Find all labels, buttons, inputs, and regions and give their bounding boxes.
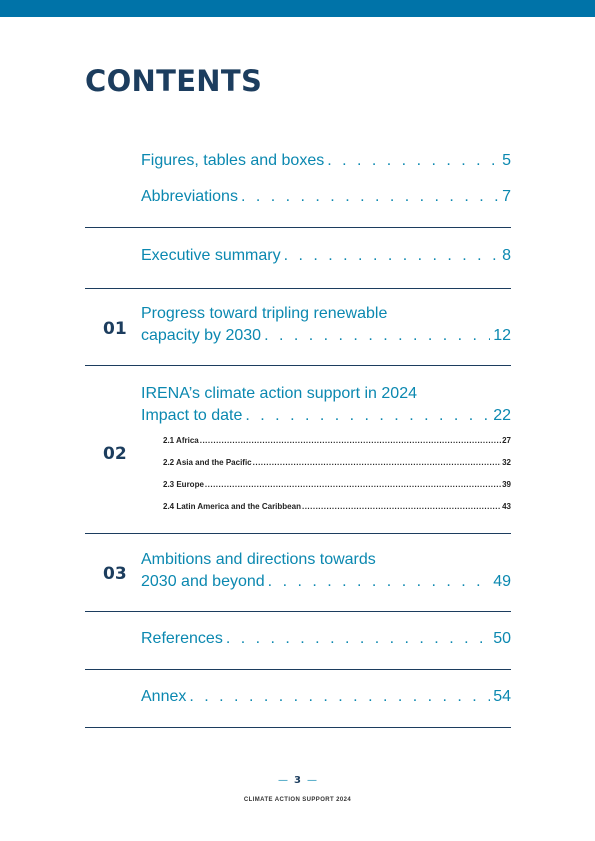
top-color-bar bbox=[0, 0, 595, 17]
toc-entry-label: 2030 and beyond bbox=[141, 573, 265, 590]
toc-entry-page: 7 bbox=[502, 188, 511, 205]
dot-leader bbox=[205, 480, 501, 490]
toc-subentry-europe[interactable] bbox=[163, 480, 511, 490]
toc-group-03 bbox=[85, 534, 511, 593]
toc-entry-figures[interactable] bbox=[141, 150, 511, 172]
toc-entry-ambitions[interactable] bbox=[141, 571, 511, 593]
dot-leader bbox=[268, 571, 491, 593]
toc-subentry-page: 27 bbox=[502, 436, 511, 445]
toc-group-annex bbox=[85, 670, 511, 708]
toc-subentry-latin-america[interactable] bbox=[163, 502, 511, 512]
section-number: 02 bbox=[103, 444, 127, 464]
dot-leader bbox=[241, 186, 499, 208]
toc-entry-label: Figures, tables and boxes bbox=[141, 152, 325, 169]
toc-entry-abbreviations[interactable] bbox=[141, 186, 511, 208]
dot-leader bbox=[284, 245, 500, 267]
dot-leader bbox=[302, 502, 501, 512]
toc-group-01 bbox=[85, 289, 511, 347]
section-number: 03 bbox=[103, 564, 127, 584]
dot-leader bbox=[327, 150, 499, 172]
page-number-value: 3 bbox=[294, 775, 301, 786]
dot-leader bbox=[200, 436, 501, 446]
dot-leader bbox=[226, 628, 490, 650]
page-title: CONTENTS bbox=[85, 64, 263, 98]
toc-group-executive bbox=[85, 228, 511, 267]
toc-entry-label: Annex bbox=[141, 688, 187, 705]
toc-entry-page: 5 bbox=[502, 152, 511, 169]
section-number: 01 bbox=[103, 319, 127, 339]
footer-dash-right: — bbox=[306, 775, 317, 786]
toc-subentry-label: 2.2 Asia and the Pacific bbox=[163, 458, 252, 467]
toc-entry-label: Abbreviations bbox=[141, 188, 238, 205]
publication-footer: CLIMATE ACTION SUPPORT 2024 bbox=[243, 797, 352, 803]
toc-subentry-label: 2.4 Latin America and the Caribbean bbox=[163, 502, 301, 511]
toc-entry-page: 22 bbox=[493, 407, 511, 424]
dot-leader bbox=[245, 405, 490, 427]
toc-entry-irena-line1[interactable]: IRENA’s climate action support in 2024 bbox=[141, 385, 417, 402]
dot-leader bbox=[253, 458, 501, 468]
footer-dash-left: — bbox=[278, 775, 289, 786]
toc-entry-page: 54 bbox=[493, 688, 511, 705]
toc-subentry-page: 32 bbox=[502, 458, 511, 467]
toc-entry-page: 49 bbox=[493, 573, 511, 590]
toc-entry-page: 8 bbox=[502, 247, 511, 264]
page-number bbox=[0, 775, 595, 786]
toc-subentry-asia-pacific[interactable] bbox=[163, 458, 511, 468]
toc-entry-label: Impact to date bbox=[141, 407, 243, 424]
toc-entry-progress[interactable] bbox=[141, 325, 511, 347]
toc-group-02 bbox=[85, 366, 511, 512]
toc-entry-impact[interactable] bbox=[141, 405, 511, 427]
toc-entry-page: 50 bbox=[493, 630, 511, 647]
dot-leader bbox=[189, 686, 490, 708]
toc-entry-executive-summary[interactable] bbox=[141, 245, 511, 267]
toc-subentry-africa[interactable] bbox=[163, 436, 511, 446]
toc-entry-label: Executive summary bbox=[141, 247, 281, 264]
toc-entry-progress-line1[interactable]: Progress toward tripling renewable bbox=[141, 305, 388, 322]
toc-subentry-page: 43 bbox=[502, 502, 511, 511]
toc-entry-annex[interactable] bbox=[141, 686, 511, 708]
toc-subentry-label: 2.1 Africa bbox=[163, 436, 199, 445]
toc-entry-label: capacity by 2030 bbox=[141, 327, 262, 344]
dot-leader bbox=[264, 325, 490, 347]
toc-entry-ambitions-line1[interactable]: Ambitions and directions towards bbox=[141, 551, 376, 568]
toc-group-front bbox=[85, 140, 511, 208]
table-of-contents bbox=[85, 140, 511, 728]
toc-entry-references[interactable] bbox=[141, 628, 511, 650]
toc-entry-page: 12 bbox=[493, 327, 511, 344]
section-divider bbox=[85, 727, 511, 728]
toc-group-references bbox=[85, 612, 511, 650]
toc-subentry-label: 2.3 Europe bbox=[163, 480, 204, 489]
toc-subentry-page: 39 bbox=[502, 480, 511, 489]
toc-entry-label: References bbox=[141, 630, 223, 647]
